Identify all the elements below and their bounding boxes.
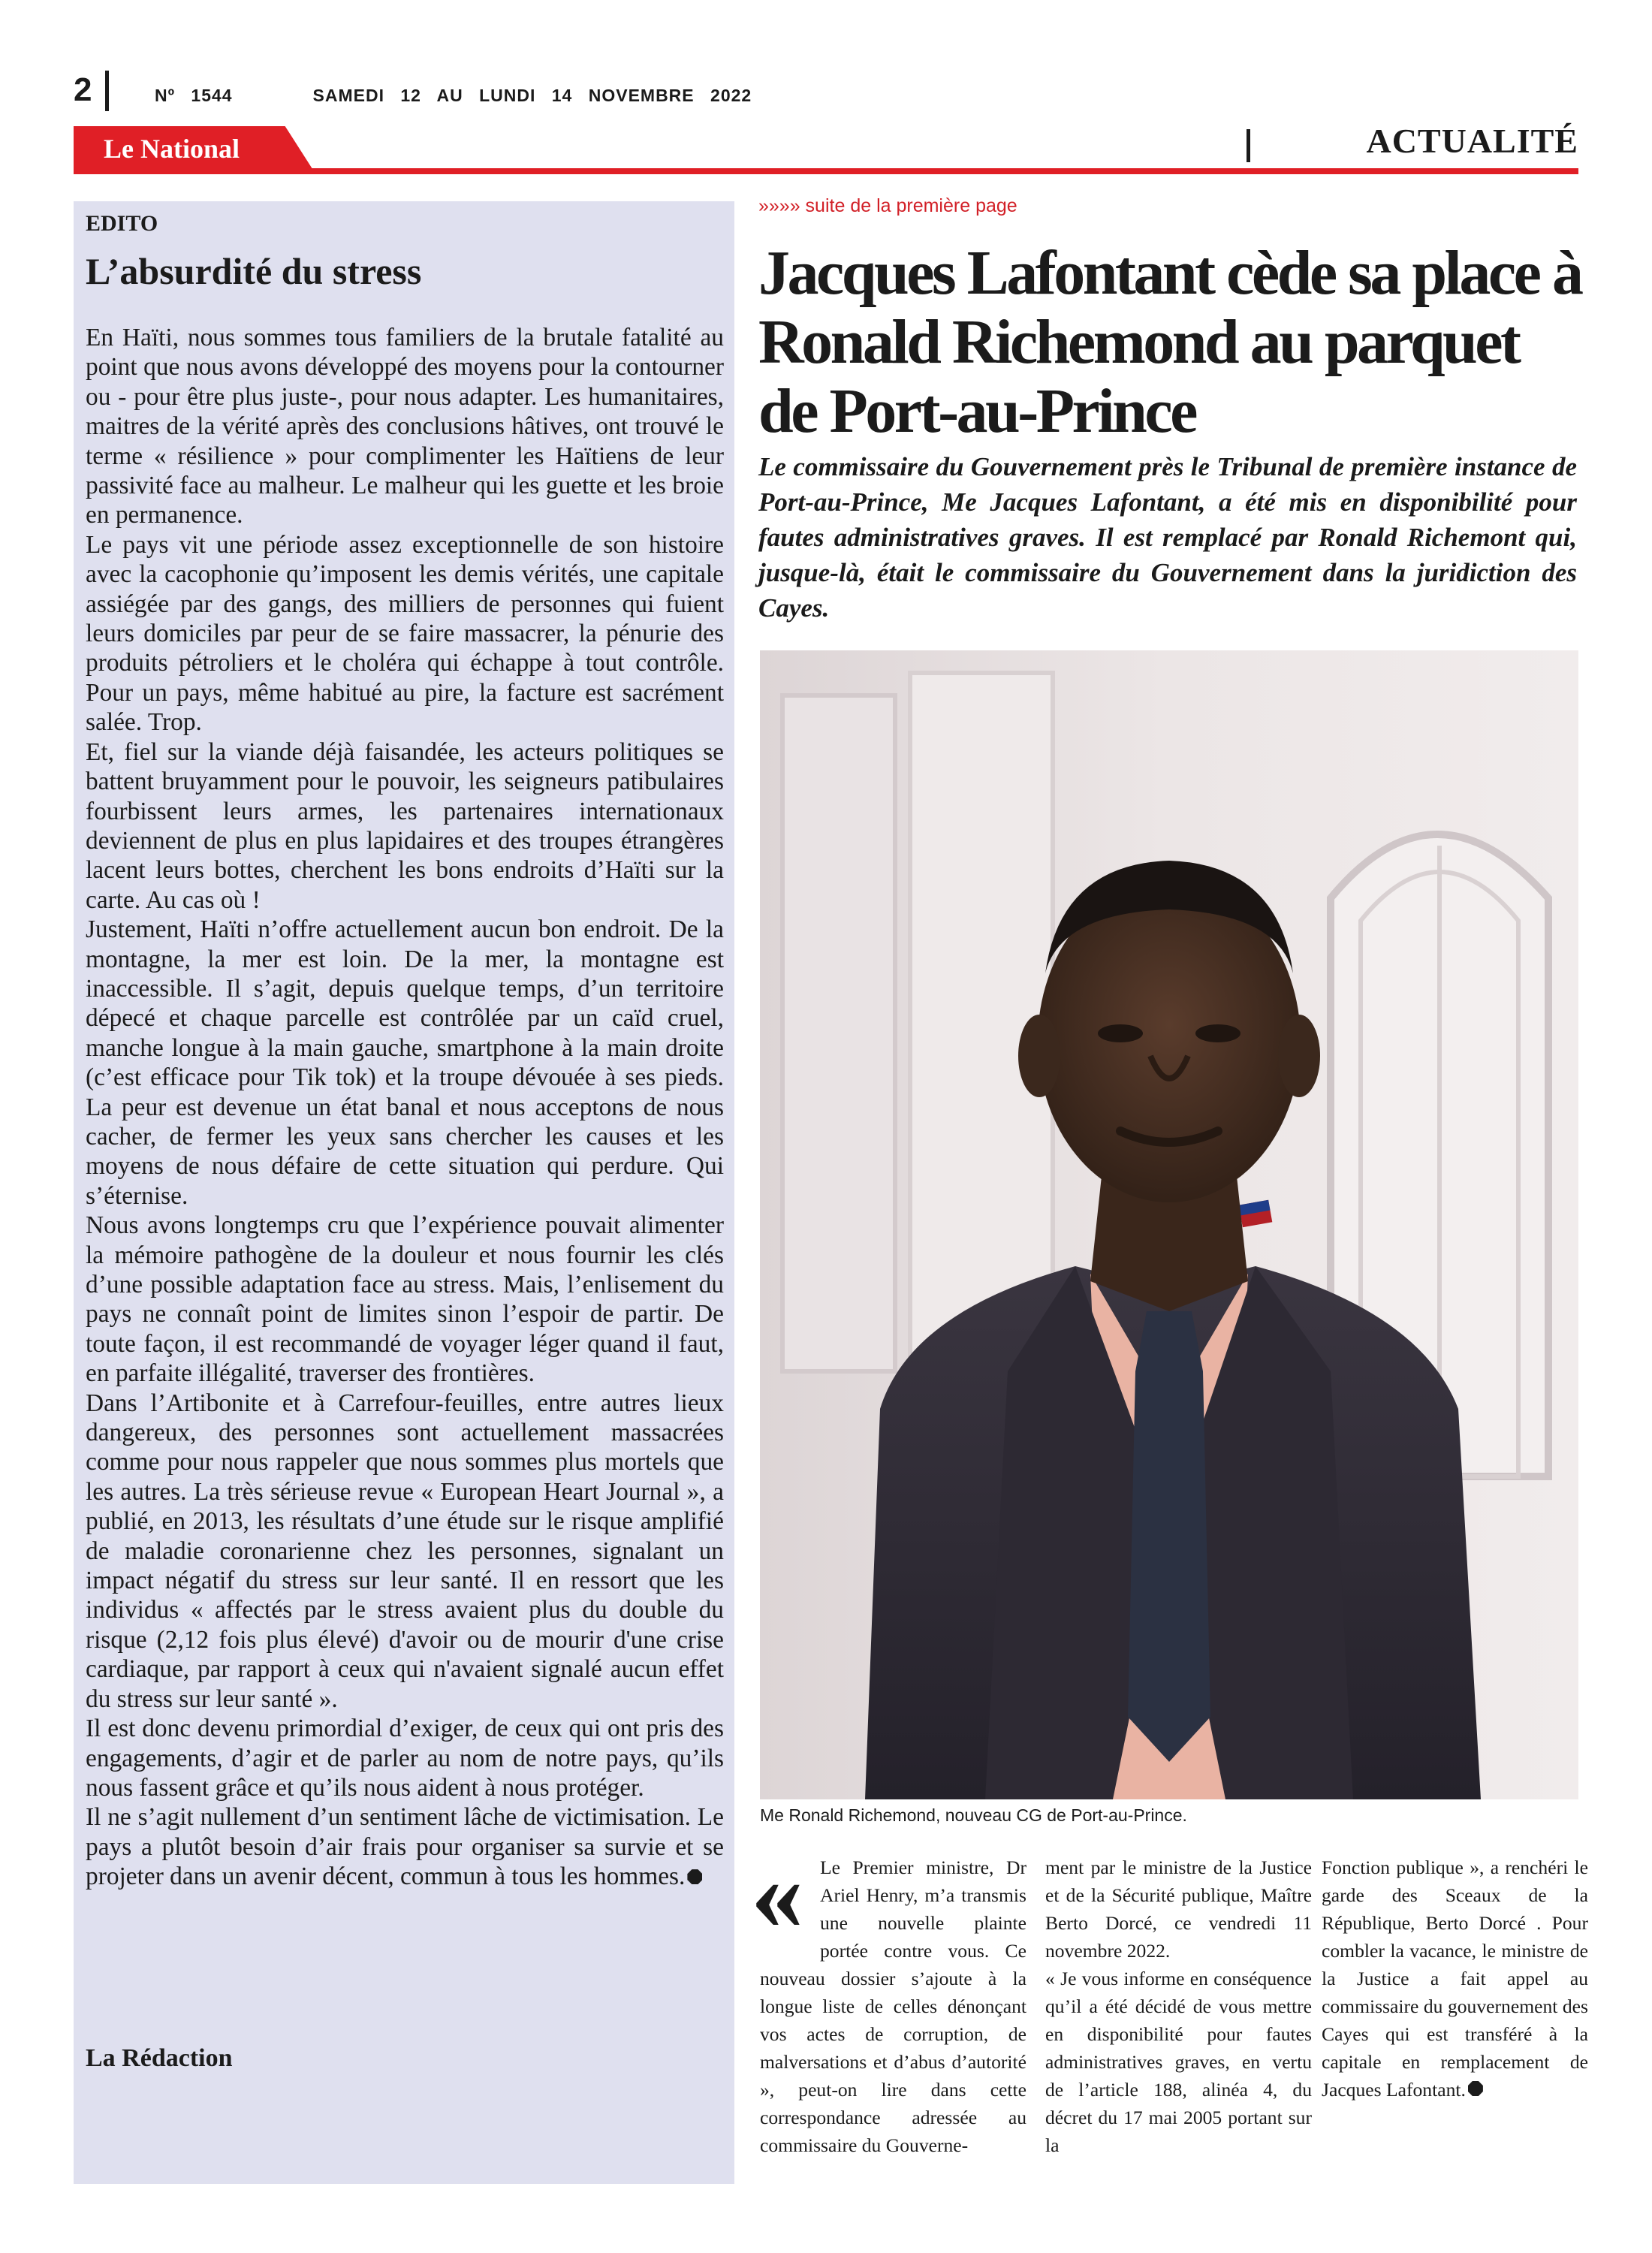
edito-kicker: EDITO xyxy=(86,211,158,236)
article-column-1 xyxy=(760,1853,1026,2159)
edito-paragraph: Il est donc devenu primordial d’exiger, de ceux qui ont pris des engagements, d’agir et de parler au nom de notre pays, qu’ils nous fassent grâce et qu’ils nous aident à nous protéger. xyxy=(86,1715,724,1802)
brand-name: Le National xyxy=(104,134,240,164)
article-paragraph-text: Fonction publique », a renchéri le garde des Sceaux de la République, Berto Dorcé . Pour combler la vacance, le ministre de la Justice a fait appel au commissaire du gouvernement des Cayes qui est transféré à la capitale en remplacement de Jacques Lafontant. xyxy=(1322,1856,1588,2101)
end-stop-icon xyxy=(687,1869,702,1884)
edito-paragraph: Justement, Haïti n’offre actuellement aucun bon endroit. De la montagne, la mer est loin. De la mer, la montagne est inaccessible. Il s’agit, depuis quelque temps, d’un territoire dépecé et chaque parcelle est contrôlée par un caïd cruel, manche longue à la main gauche, smartphone à la main droite (c’est efficace pour Tik tok) et la troupe dévouée à ses pieds. La peur est devenue un état banal et nous acceptons de nous cacher, de fermer les yeux sans chercher les causes et les moyens de nous défaire de cette situation qui perdure. Qui s’éternise. xyxy=(86,915,724,1210)
article-paragraph: « Je vous informe en conséquence qu’il a été décidé de vous mettre en disponibilité pour fautes administratives graves, en vertu de l’article 188, alinéa 4, du décret du 17 mai 2005 portant sur la xyxy=(1045,1968,1312,2156)
edito-paragraph: Le pays vit une période assez exceptionnelle de son histoire avec la cacophonie qu’imposent les demis vérités, une capitale assiégée par des gangs, des milliers de personnes qui fuient leurs domiciles par peur de se faire massacrer, la pénurie des produits pétroliers et le choléra qui échappe à tout contrôle. Pour un pays, même habitué au pire, la facture est sacrément salée. Trop. xyxy=(86,530,724,737)
issue-date-line xyxy=(155,86,752,106)
drop-quote-mark: « xyxy=(751,1835,803,1952)
edito-paragraph-text: Il ne s’agit nullement d’un sentiment lâche de victimisation. Le pays a plutôt besoin d’air frais pour organiser sa survie et se projeter dans un avenir décent, commun à tous les hommes. xyxy=(86,1803,724,1891)
continued-marker: »»»» suite de la première page xyxy=(758,195,1017,216)
edito-title: L’absurdité du stress xyxy=(86,250,422,292)
edito-paragraph: Nous avons longtemps cru que l’expérience pouvait alimenter la mémoire pathogène de la douleur et nous fournir les clés d’une possible adaptation face au stress. Mais, l’enlisement du pays ne connaît point de limites sinon l’espoir de partir. De toute façon, il est recommandé de voyager léger quand il faut, en parfaite illégalité, traverser des frontières. xyxy=(86,1211,724,1388)
article-paragraph: Le Premier ministre, Dr Ariel Henry, m’a transmis une nouvelle plainte portée contre vous. Ce nouveau dossier s’ajoute à la longue liste de celles dénonçant vos actes de corruption, de malversations et d’abus d’autorité », peut-on lire dans cette correspondance adressée au commissaire du Gouverne- xyxy=(760,1856,1026,2156)
article-column-3 xyxy=(1322,1853,1588,2104)
article-paragraph: ment par le ministre de la Justice et de la Sécurité publique, Maître Berto Dorcé, ce vendredi 11 novembre 2022. xyxy=(1045,1856,1312,1962)
section-label: ACTUALITÉ xyxy=(1366,122,1578,160)
drop-cap-space xyxy=(760,1853,820,1963)
folio-divider xyxy=(105,71,109,111)
masthead-rule xyxy=(74,168,1578,174)
edito-body xyxy=(86,323,724,1892)
article-lede: Le commissaire du Gouvernement près le Tribunal de première instance de Port-au-Prince, Me Jacques Lafontant, a été mis en disponibilité pour fautes administratives graves. Il est remplacé par Ronald Richemont qui, jusque-là, était le commissaire du Gouvernement dans la juridiction des Cayes. xyxy=(758,452,1577,623)
article-headline: Jacques Lafontant cède sa place à Ronald Richemond au parquet de Port-au-Prince xyxy=(758,238,1581,446)
edito-paragraph-last xyxy=(86,1802,724,1891)
page-number: 2 xyxy=(74,71,92,108)
article-paragraph-last xyxy=(1322,1853,1588,2104)
edito-paragraph: Et, fiel sur la viande déjà faisandée, les acteurs politiques se battent bruyamment pour le pouvoir, les seigneurs patibulaires fourbissent leurs armes, les partenaires internationaux deviennent de plus en plus lapidaires et des troupes étrangères lacent leurs bottes, cherchent les bons endroits d’Haïti sur la carte. Au cas où ! xyxy=(86,737,724,914)
section-divider xyxy=(1247,129,1250,162)
portrait-photo xyxy=(760,650,1578,1799)
issue-date: SAMEDI 12 AU LUNDI 14 NOVEMBRE 2022 xyxy=(312,86,752,105)
edito-paragraph: En Haïti, nous sommes tous familiers de la brutale fatalité au point que nous avons développé des moyens pour la contourner ou - pour être plus juste-, pour nous adapter. Les humanitaires, maitres de la vérité après des conclusions hâtives, ont trouvé le terme « résilience » pour complimenter les Haïtiens de leur passivité face au malheur. Le malheur qui les guette et les broie en permanence. xyxy=(86,324,724,529)
end-stop-icon xyxy=(1468,2081,1483,2096)
edito-paragraph: Dans l’Artibonite et à Carrefour-feuilles, entre autres lieux dangereux, des personnes sont actuellement massacrées comme pour nous rappeler que nous sommes plus mortels que les autres. La très sérieuse revue « European Heart Journal », a publié, en 2013, les résultats d’une étude sur le risque amplifié de maladie coronarienne chez les personnes, signalant un impact négatif du stress sur leur santé. Il en ressort que les individus « affectés par le stress avaient plus du double du risque (2,12 fois plus élevé) d'avoir ou de mourir d'une crise cardiaque, par rapport à ceux qui n'avaient signalé aucun effet du stress sur leur santé ». xyxy=(86,1389,724,1713)
photo-caption: Me Ronald Richemond, nouveau CG de Port-au-Prince. xyxy=(760,1805,1187,1825)
article-column-2 xyxy=(1045,1853,1312,2159)
issue-number: Nº 1544 xyxy=(155,86,233,105)
edito-signature: La Rédaction xyxy=(86,2044,233,2072)
